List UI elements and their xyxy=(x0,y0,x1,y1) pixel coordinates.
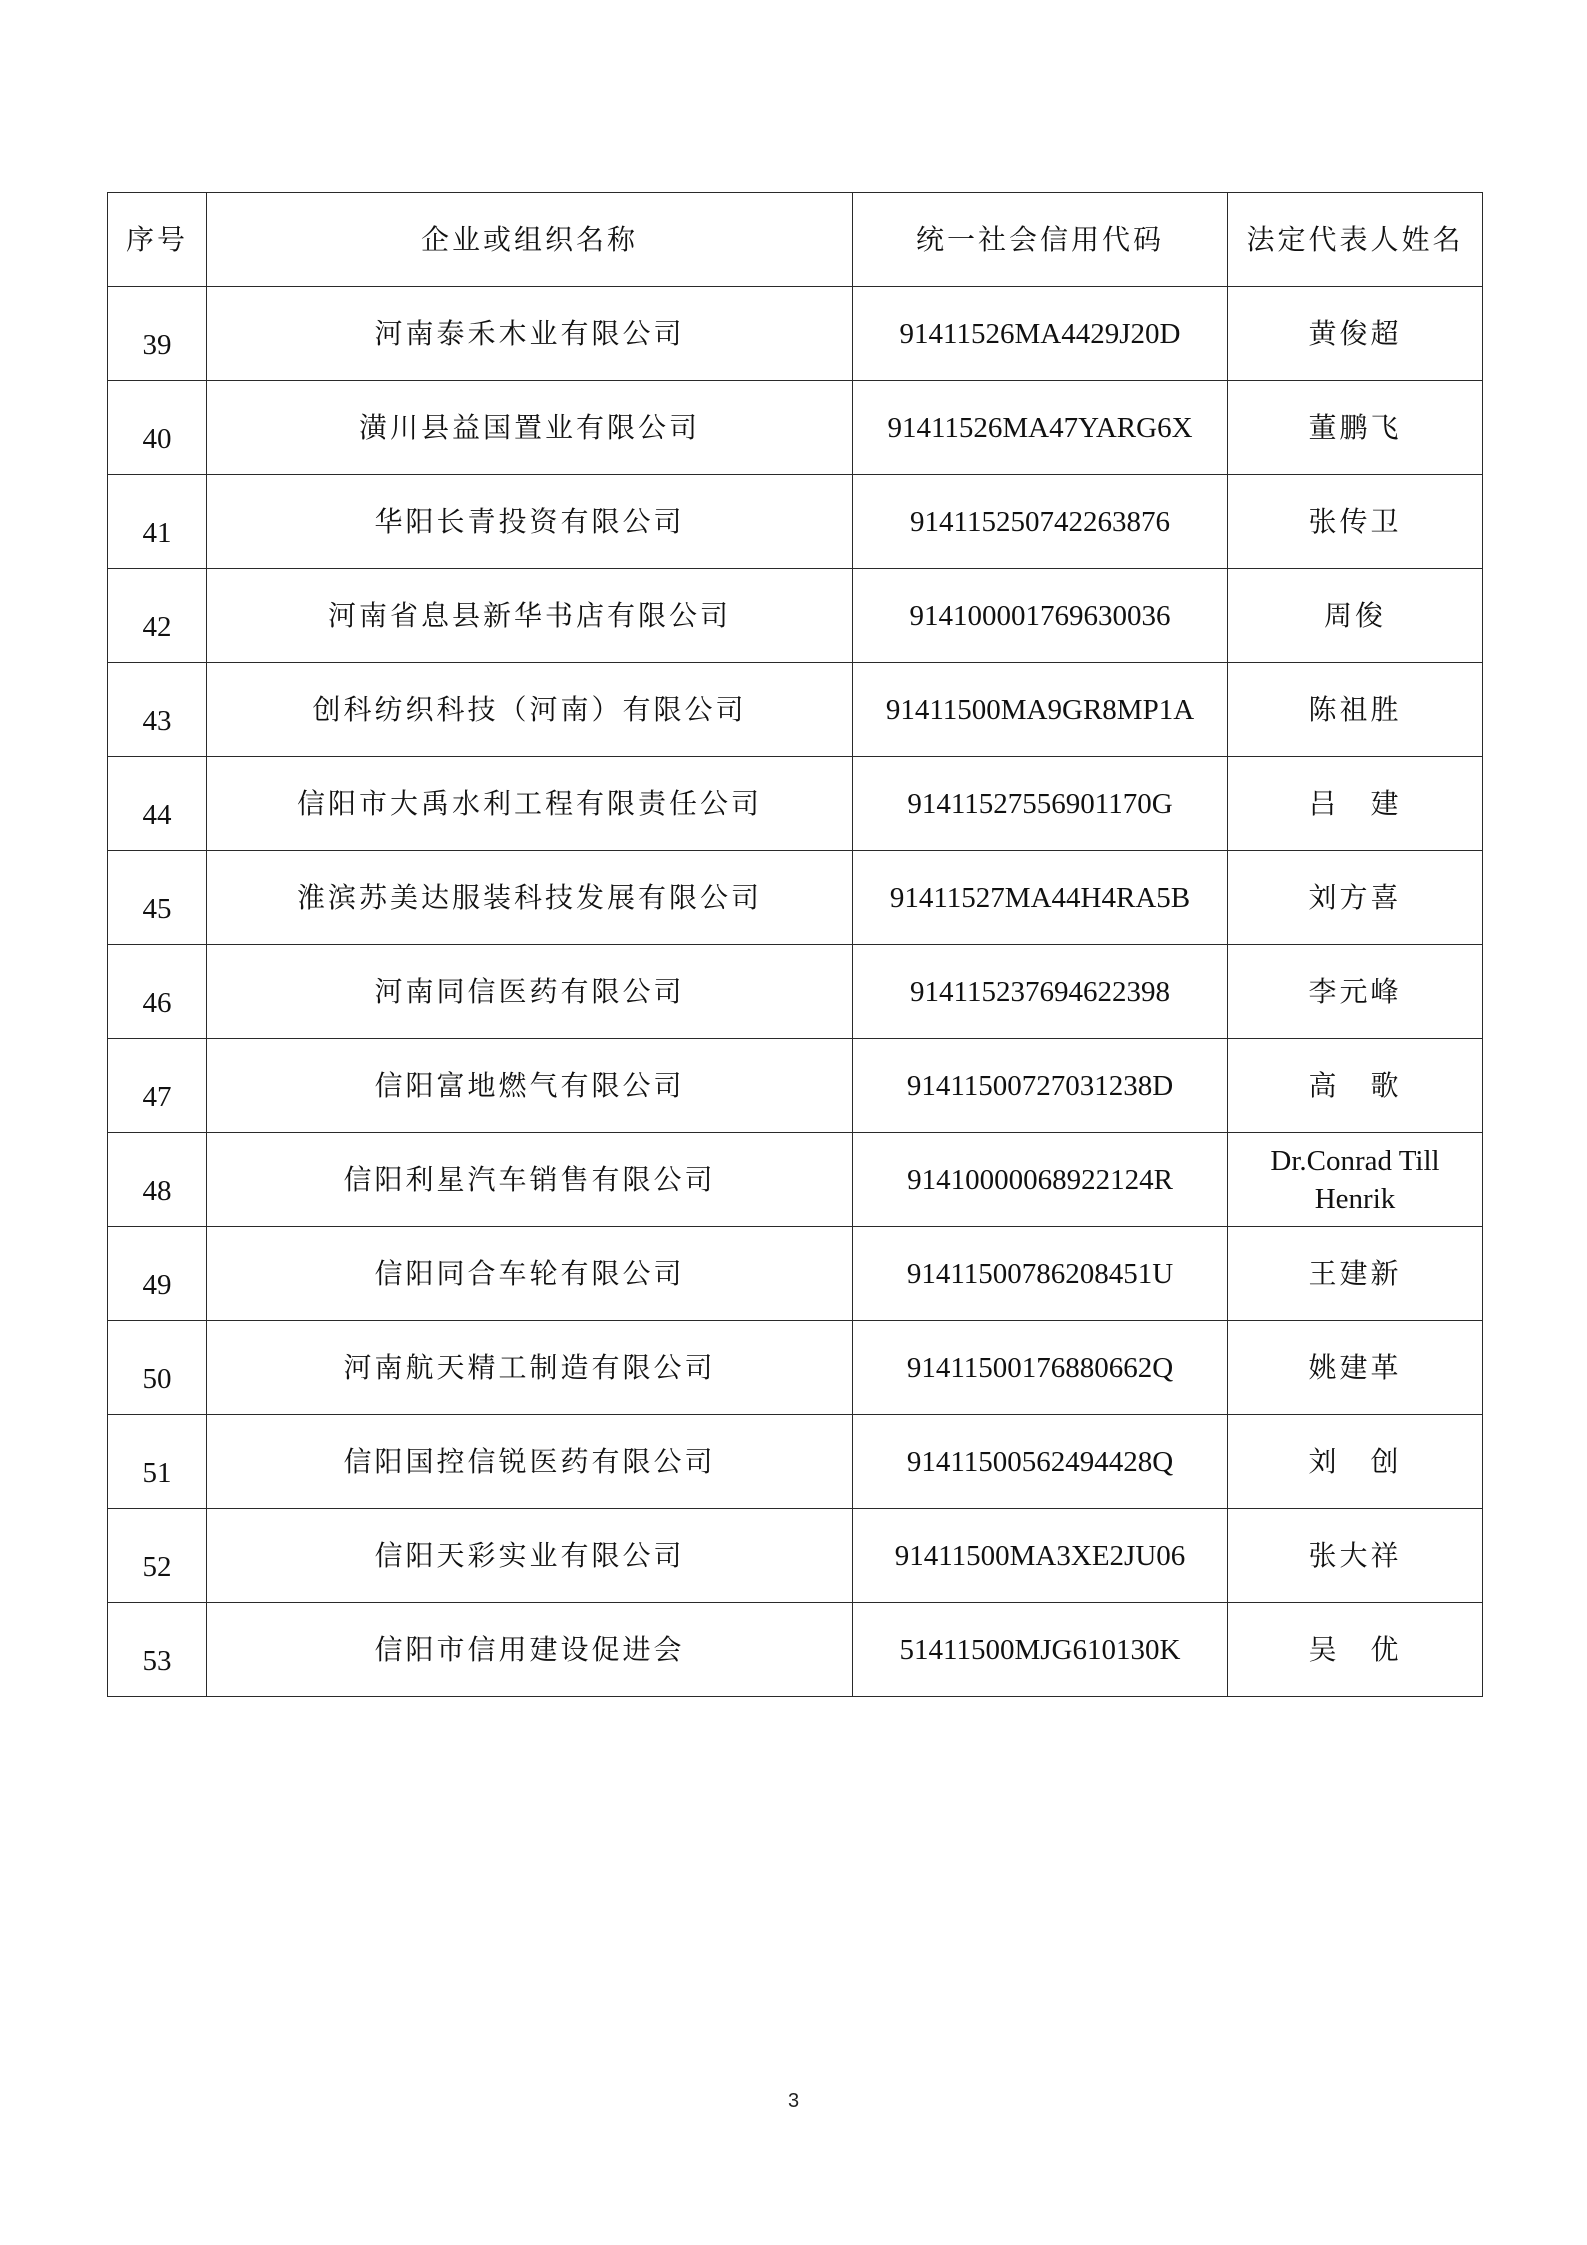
cell-code: 91411526MA47YARG6X xyxy=(853,381,1228,475)
table-row xyxy=(108,475,1483,569)
cell-index: 39 xyxy=(108,287,207,381)
cell-name: 信阳同合车轮有限公司 xyxy=(207,1227,853,1321)
cell-representative: 姚建革 xyxy=(1228,1321,1483,1415)
cell-representative: 周俊 xyxy=(1228,569,1483,663)
header-representative: 法定代表人姓名 xyxy=(1228,193,1483,287)
table-row xyxy=(108,569,1483,663)
cell-index: 53 xyxy=(108,1603,207,1697)
cell-index: 41 xyxy=(108,475,207,569)
cell-name: 河南航天精工制造有限公司 xyxy=(207,1321,853,1415)
cell-name: 信阳天彩实业有限公司 xyxy=(207,1509,853,1603)
cell-index: 46 xyxy=(108,945,207,1039)
table-body xyxy=(108,287,1483,1697)
cell-index: 51 xyxy=(108,1415,207,1509)
cell-index: 43 xyxy=(108,663,207,757)
cell-name: 河南省息县新华书店有限公司 xyxy=(207,569,853,663)
cell-name: 淮滨苏美达服装科技发展有限公司 xyxy=(207,851,853,945)
table-row xyxy=(108,287,1483,381)
cell-code: 91411500727031238D xyxy=(853,1039,1228,1133)
cell-name: 信阳利星汽车销售有限公司 xyxy=(207,1133,853,1227)
cell-code: 91411500MA9GR8MP1A xyxy=(853,663,1228,757)
cell-code: 914115250742263876 xyxy=(853,475,1228,569)
table-row xyxy=(108,381,1483,475)
cell-index: 49 xyxy=(108,1227,207,1321)
table-row xyxy=(108,1603,1483,1697)
page-number: 3 xyxy=(787,2090,800,2112)
table-row xyxy=(108,1321,1483,1415)
cell-index: 52 xyxy=(108,1509,207,1603)
header-code: 统一社会信用代码 xyxy=(853,193,1228,287)
cell-representative: 吴 优 xyxy=(1228,1603,1483,1697)
cell-name: 潢川县益国置业有限公司 xyxy=(207,381,853,475)
cell-code: 91411500562494428Q xyxy=(853,1415,1228,1509)
cell-representative: 刘 创 xyxy=(1228,1415,1483,1509)
cell-name: 信阳市信用建设促进会 xyxy=(207,1603,853,1697)
cell-index: 45 xyxy=(108,851,207,945)
cell-index: 47 xyxy=(108,1039,207,1133)
cell-code: 914115237694622398 xyxy=(853,945,1228,1039)
cell-name: 创科纺织科技（河南）有限公司 xyxy=(207,663,853,757)
cell-code: 91411500MA3XE2JU06 xyxy=(853,1509,1228,1603)
table-row xyxy=(108,663,1483,757)
table-row xyxy=(108,945,1483,1039)
cell-representative: 高 歌 xyxy=(1228,1039,1483,1133)
cell-index: 48 xyxy=(108,1133,207,1227)
cell-representative: 陈祖胜 xyxy=(1228,663,1483,757)
table-row xyxy=(108,1415,1483,1509)
cell-representative: 吕 建 xyxy=(1228,757,1483,851)
table-row xyxy=(108,1227,1483,1321)
table-row xyxy=(108,757,1483,851)
table-row xyxy=(108,1509,1483,1603)
table-row xyxy=(108,1133,1483,1227)
header-index: 序号 xyxy=(108,193,207,287)
cell-representative: Dr.Conrad Till Henrik xyxy=(1228,1133,1483,1227)
cell-representative: 刘方喜 xyxy=(1228,851,1483,945)
table-header-row xyxy=(108,193,1483,287)
enterprise-table-container xyxy=(107,192,1482,1697)
cell-code: 91410000068922124R xyxy=(853,1133,1228,1227)
cell-representative: 张大祥 xyxy=(1228,1509,1483,1603)
cell-name: 信阳国控信锐医药有限公司 xyxy=(207,1415,853,1509)
header-name: 企业或组织名称 xyxy=(207,193,853,287)
cell-index: 42 xyxy=(108,569,207,663)
cell-name: 河南同信医药有限公司 xyxy=(207,945,853,1039)
cell-name: 信阳富地燃气有限公司 xyxy=(207,1039,853,1133)
cell-code: 91411500786208451U xyxy=(853,1227,1228,1321)
cell-index: 50 xyxy=(108,1321,207,1415)
cell-code: 91411526MA4429J20D xyxy=(853,287,1228,381)
cell-code: 51411500MJG610130K xyxy=(853,1603,1228,1697)
cell-code: 91411527MA44H4RA5B xyxy=(853,851,1228,945)
cell-code: 91411500176880662Q xyxy=(853,1321,1228,1415)
cell-code: 914100001769630036 xyxy=(853,569,1228,663)
cell-representative: 黄俊超 xyxy=(1228,287,1483,381)
cell-index: 44 xyxy=(108,757,207,851)
cell-representative: 王建新 xyxy=(1228,1227,1483,1321)
cell-name: 河南泰禾木业有限公司 xyxy=(207,287,853,381)
cell-name: 华阳长青投资有限公司 xyxy=(207,475,853,569)
cell-representative: 李元峰 xyxy=(1228,945,1483,1039)
enterprise-table xyxy=(107,192,1483,1697)
table-row xyxy=(108,851,1483,945)
cell-representative: 董鹏飞 xyxy=(1228,381,1483,475)
cell-name: 信阳市大禹水利工程有限责任公司 xyxy=(207,757,853,851)
table-row xyxy=(108,1039,1483,1133)
cell-index: 40 xyxy=(108,381,207,475)
cell-representative: 张传卫 xyxy=(1228,475,1483,569)
cell-code: 91411527556901170G xyxy=(853,757,1228,851)
